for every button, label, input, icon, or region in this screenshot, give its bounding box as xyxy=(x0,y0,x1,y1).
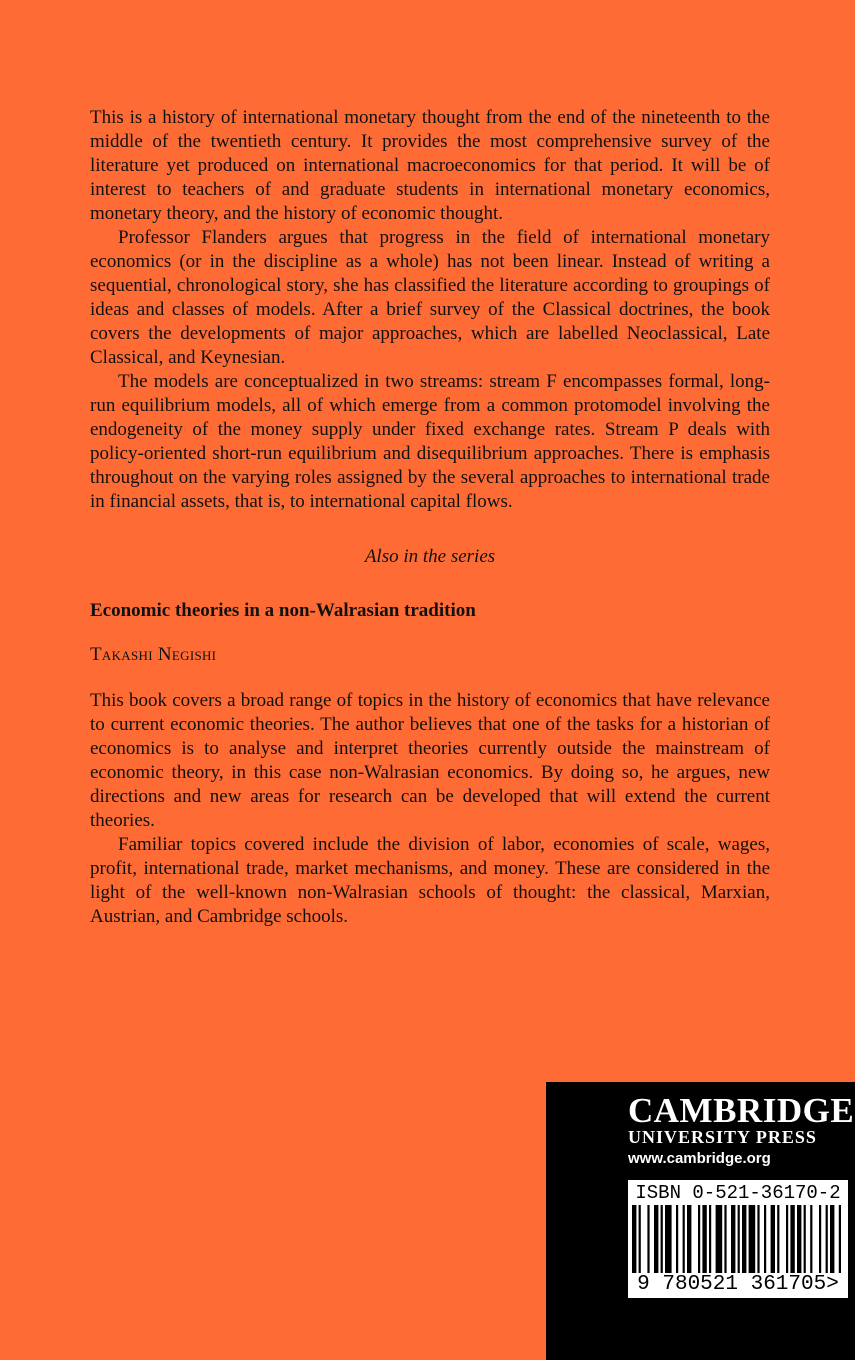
publisher-logo-subtitle: UNIVERSITY PRESS xyxy=(628,1127,817,1147)
publisher-panel xyxy=(546,1082,855,1360)
series-note: Also in the series xyxy=(364,546,496,567)
barcode-icon xyxy=(628,1205,848,1275)
publisher-logo-name: CAMBRIDGE xyxy=(628,1091,855,1130)
description-paragraph-3: The models are conceptualized in two streams: stream F encompasses formal, long-run equilibrium models, all of which emerge from a common protomodel involving the endogeneity of the money supply under fixed exchange rates. Stream P deals with policy-oriented short-run equilibrium and disequilibrium approaches. There is emphasis throughout on the varying roles assigned by the several approaches to international trade in financial assets, that is, to international capital flows. xyxy=(90,371,770,512)
series-paragraph-1: This book covers a broad range of topics in the history of economics that have relevance to current economic theories. The author believes that one of the tasks for a historian of economics is to analyse and interpret theories currently outside the mainstream of economic theory, in this case non-Walrasian economics. By doing so, he argues, new directions and new areas for research can be developed that will extend the current theories. xyxy=(90,690,770,831)
publisher-url: www.cambridge.org xyxy=(628,1150,771,1167)
barcode-box xyxy=(628,1180,848,1298)
ean-marker: > xyxy=(826,1273,839,1296)
series-paragraph-2: Familiar topics covered include the division of labor, economies of scale, wages, profit, international trade, market mechanisms, and money. These are considered in the light of the well-known non-Walrasian schools of thought: the classical, Marxian, Austrian, and Cambridge schools. xyxy=(90,834,770,927)
isbn-label: ISBN 0-521-36170-2 xyxy=(635,1182,841,1204)
series-book-author: Takashi Negishi xyxy=(90,644,217,665)
ean-digits: 9 780521 361705 xyxy=(637,1273,827,1296)
series-book-title: Economic theories in a non-Walrasian tradition xyxy=(90,600,476,621)
description-paragraph-1: This is a history of international monetary thought from the end of the nineteenth to the middle of the twentieth century. It provides the most comprehensive survey of the literature yet produced on international macroeconomics for that period. It will be of interest to teachers of and graduate students in international monetary economics, monetary theory, and the history of economic thought. xyxy=(90,107,770,224)
description-paragraph-2: Professor Flanders argues that progress in the field of international monetary economics (or in the discipline as a whole) has not been linear. Instead of writing a sequential, chronological story, she has classified the literature according to groupings of ideas and classes of models. After a brief survey of the Classical doctrines, the book covers the developments of major approaches, which are labelled Neoclassical, Late Classical, and Keynesian. xyxy=(90,227,770,368)
ean-number xyxy=(628,1274,848,1296)
back-cover-text xyxy=(90,106,770,929)
